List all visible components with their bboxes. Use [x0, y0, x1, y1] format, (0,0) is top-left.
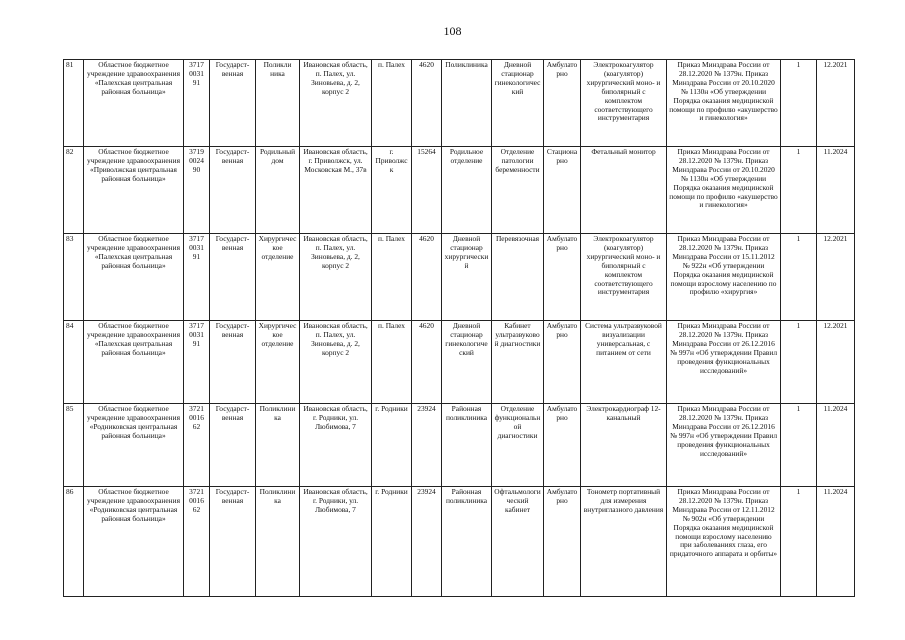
quantity: 1	[781, 234, 817, 321]
table-row	[64, 147, 855, 234]
population-index: 4620	[412, 60, 442, 147]
equipment-name: Электрокоагулятор (коагулятор) хирургический моно- и биполярный с комплектом соответствующего инструментария	[581, 234, 667, 321]
quantity: 1	[781, 487, 817, 597]
table-row	[64, 404, 855, 487]
org-code: 3717 0031 91	[184, 321, 210, 404]
table-row	[64, 487, 855, 597]
ownership-type: Государст-венная	[210, 234, 256, 321]
table-row	[64, 60, 855, 147]
locality: г. Родники	[372, 404, 412, 487]
org-code: 3717 0031 91	[184, 234, 210, 321]
population-index: 4620	[412, 321, 442, 404]
delivery-date: 11.2024	[817, 147, 855, 234]
ownership-type: Государст-венная	[210, 321, 256, 404]
population-index: 23924	[412, 487, 442, 597]
table-row	[64, 321, 855, 404]
organization-name: Областное бюджетное учреждение здравоохранения «Приволжская центральная районная больница»	[84, 147, 184, 234]
locality: п. Палех	[372, 60, 412, 147]
unit-name: Поликли ника	[256, 60, 300, 147]
regulatory-order: Приказ Минздрава России от 28.12.2020 № 1379н. Приказ Минздрава России от 20.10.2020 № 1130н «Об утверждении Порядка оказания медицинской помощи по профилю «акушерство и гинекология»	[667, 147, 781, 234]
quantity: 1	[781, 321, 817, 404]
population-index: 4620	[412, 234, 442, 321]
address: Ивановская область, п. Палех, ул. Зиновьева, д. 2, корпус 2	[300, 60, 372, 147]
unit-name: Хирургическое отделение	[256, 321, 300, 404]
locality: г. Родники	[372, 487, 412, 597]
organization-name: Областное бюджетное учреждение здравоохранения «Палехская центральная районная больница»	[84, 321, 184, 404]
care-form: Амбулаторно	[544, 321, 581, 404]
equipment-name: Электрокардиограф 12-канальный	[581, 404, 667, 487]
organization-name: Областное бюджетное учреждение здравоохранения «Родниковская центральная районная больница»	[84, 487, 184, 597]
address: Ивановская область, г. Родники, ул. Любимова, 7	[300, 487, 372, 597]
care-form: Амбулаторно	[544, 487, 581, 597]
delivery-date: 12.2021	[817, 321, 855, 404]
org-code: 3719 0024 90	[184, 147, 210, 234]
org-code: 3717 0031 91	[184, 60, 210, 147]
regulatory-order: Приказ Минздрава России от 28.12.2020 № 1379н. Приказ Минздрава России от 12.11.2012 № 902н «Об утверждении Порядка оказания медицинской помощи взрослому населению при заболеваниях глаза, его придаточного аппарата и орбиты»	[667, 487, 781, 597]
equipment-table	[63, 59, 855, 597]
organization-name: Областное бюджетное учреждение здравоохранения «Родниковская центральная районная больница»	[84, 404, 184, 487]
department: Родильное отделение	[442, 147, 492, 234]
quantity: 1	[781, 147, 817, 234]
organization-name: Областное бюджетное учреждение здравоохранения «Палехская центральная районная больница»	[84, 234, 184, 321]
regulatory-order: Приказ Минздрава России от 28.12.2020 № 1379н. Приказ Минздрава России от 26.12.2016 № 997н «Об утверждении Правил проведения функциональных исследований»	[667, 321, 781, 404]
sub-department: Перевязочная	[492, 234, 544, 321]
care-form: Амбулаторно	[544, 60, 581, 147]
unit-name: Поликлиника	[256, 487, 300, 597]
population-index: 23924	[412, 404, 442, 487]
delivery-date: 12.2021	[817, 60, 855, 147]
unit-name: Поликлиника	[256, 404, 300, 487]
row-number: 83	[64, 234, 84, 321]
department: Районная поликлиника	[442, 487, 492, 597]
sub-department: Отделение патологии беременности	[492, 147, 544, 234]
locality: п. Палех	[372, 234, 412, 321]
locality: п. Палех	[372, 321, 412, 404]
sub-department: Дневной стационар гинекологический	[492, 60, 544, 147]
department: Дневной стационар хирургический	[442, 234, 492, 321]
sub-department: Кабинет ультразвуковой диагностики	[492, 321, 544, 404]
ownership-type: Государст-венная	[210, 487, 256, 597]
row-number: 81	[64, 60, 84, 147]
unit-name: Родильный дом	[256, 147, 300, 234]
quantity: 1	[781, 60, 817, 147]
care-form: Стационарно	[544, 147, 581, 234]
delivery-date: 11.2024	[817, 487, 855, 597]
population-index: 15264	[412, 147, 442, 234]
department: Районная поликлиника	[442, 404, 492, 487]
regulatory-order: Приказ Минздрава России от 28.12.2020 № 1379н. Приказ Минздрава России от 26.12.2016 № 997н «Об утверждении Правил проведения функциональных исследований»	[667, 404, 781, 487]
unit-name: Хирургическое отделение	[256, 234, 300, 321]
page-number: 108	[443, 24, 462, 38]
department: Поликлиника	[442, 60, 492, 147]
department: Дневной стационар гинекологический	[442, 321, 492, 404]
sub-department: Отделение функциональной диагностики	[492, 404, 544, 487]
row-number: 84	[64, 321, 84, 404]
equipment-name: Система ультразвуковой визуализации универсальная, с питанием от сети	[581, 321, 667, 404]
ownership-type: Государст-венная	[210, 404, 256, 487]
delivery-date: 12.2021	[817, 234, 855, 321]
ownership-type: Государст-венная	[210, 60, 256, 147]
row-number: 82	[64, 147, 84, 234]
locality: г. Приволжск	[372, 147, 412, 234]
sub-department: Офтальмологический кабинет	[492, 487, 544, 597]
equipment-name: Фетальный монитор	[581, 147, 667, 234]
quantity: 1	[781, 404, 817, 487]
organization-name: Областное бюджетное учреждение здравоохранения «Палехская центральная районная больница»	[84, 60, 184, 147]
delivery-date: 11.2024	[817, 404, 855, 487]
row-number: 85	[64, 404, 84, 487]
row-number: 86	[64, 487, 84, 597]
care-form: Амбулаторно	[544, 404, 581, 487]
address: Ивановская область, п. Палех, ул. Зиновьева, д. 2, корпус 2	[300, 234, 372, 321]
address: Ивановская область, г. Приволжск, ул. Московская М., 37в	[300, 147, 372, 234]
org-code: 3721 0016 62	[184, 487, 210, 597]
equipment-name: Электрокоагулятор (коагулятор) хирургический моно- и биполярный с комплектом соответствующего инструментария	[581, 60, 667, 147]
regulatory-order: Приказ Минздрава России от 28.12.2020 № 1379н. Приказ Минздрава России от 15.11.2012 № 922н «Об утверждении Порядка оказания медицинской помощи взрослому населению по профилю «хирургия»	[667, 234, 781, 321]
address: Ивановская область, п. Палех, ул. Зиновьева, д. 2, корпус 2	[300, 321, 372, 404]
ownership-type: Государст-венная	[210, 147, 256, 234]
table-row	[64, 234, 855, 321]
address: Ивановская область, г. Родники, ул. Любимова, 7	[300, 404, 372, 487]
org-code: 3721 0016 62	[184, 404, 210, 487]
regulatory-order: Приказ Минздрава России от 28.12.2020 № 1379н. Приказ Минздрава России от 20.10.2020 № 1130н «Об утверждении Порядка оказания медицинской помощи по профилю «акушерство и гинекология»	[667, 60, 781, 147]
care-form: Амбулаторно	[544, 234, 581, 321]
equipment-name: Тонометр портативный для измерения внутриглазного давления	[581, 487, 667, 597]
